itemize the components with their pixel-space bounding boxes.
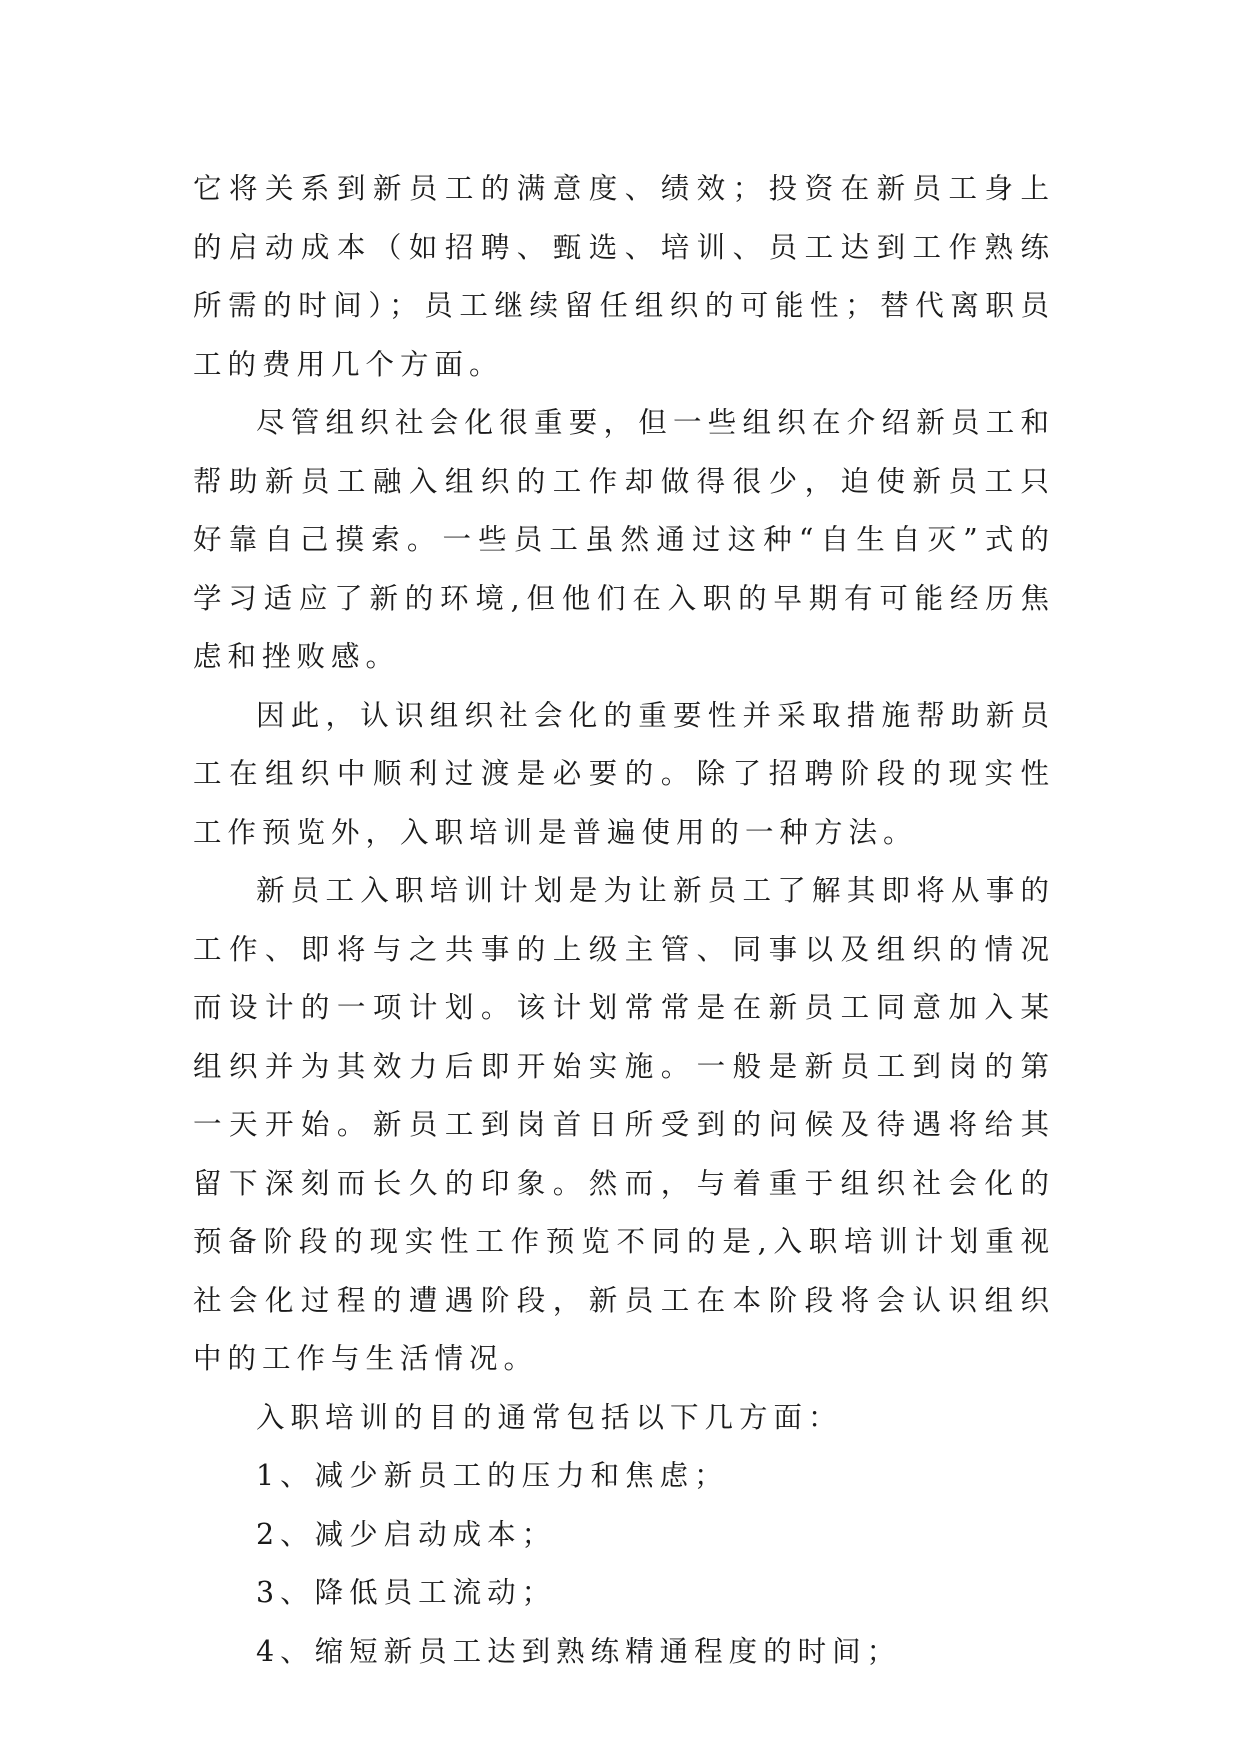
paragraph: 新员工入职培训计划是为让新员工了解其即将从事的工作、即将与之共事的上级主管、同事以及组织的情况而设计的一项计划。该计划常常是在新员工同意加入某组织并为其效力后即开始实施。一般是新员工到岗的第一天开始。新员工到岗首日所受到的问候及待遇将给其留下深刻而长久的印象。然而，与着重于组织社会化的预备阶段的现实性工作预览不同的是,入职培训计划重视社会化过程的遭遇阶段，新员工在本阶段将会认识组织中的工作与生活情况。 (193, 874, 1055, 1375)
paragraph-continuation: 它将关系到新员工的满意度、绩效；投资在新员工身上的启动成本（如招聘、甄选、培训、员工达到工作熟练所需的时间）；员工继续留任组织的可能性；替代离职员工的费用几个方面。 (193, 172, 1055, 381)
list-item: 1、减少新员工的压力和焦虑； (256, 1459, 729, 1492)
list-item: 2、减少启动成本； (256, 1517, 557, 1551)
paragraph: 尽管组织社会化很重要，但一些组织在介绍新员工和帮助新员工融入组织的工作却做得很少，迫使新员工只好靠自己摸索。一些员工虽然通过这种“自生自灭”式的学习适应了新的环境,但他们在入职的早期有可能经历焦虑和挫败感。 (193, 406, 1055, 673)
paragraph: 因此，认识组织社会化的重要性并采取措施帮助新员工在组织中顺利过渡是必要的。除了招聘阶段的现实性工作预览外，入职培训是普遍使用的一种方法。 (193, 698, 1055, 849)
list-item: 3、降低员工流动； (256, 1576, 557, 1609)
list-item: 4、缩短新员工达到熟练精通程度的时间； (256, 1634, 902, 1668)
document-body (193, 160, 1055, 1681)
paragraph-list-intro: 入职培训的目的通常包括以下几方面： (256, 1400, 843, 1434)
